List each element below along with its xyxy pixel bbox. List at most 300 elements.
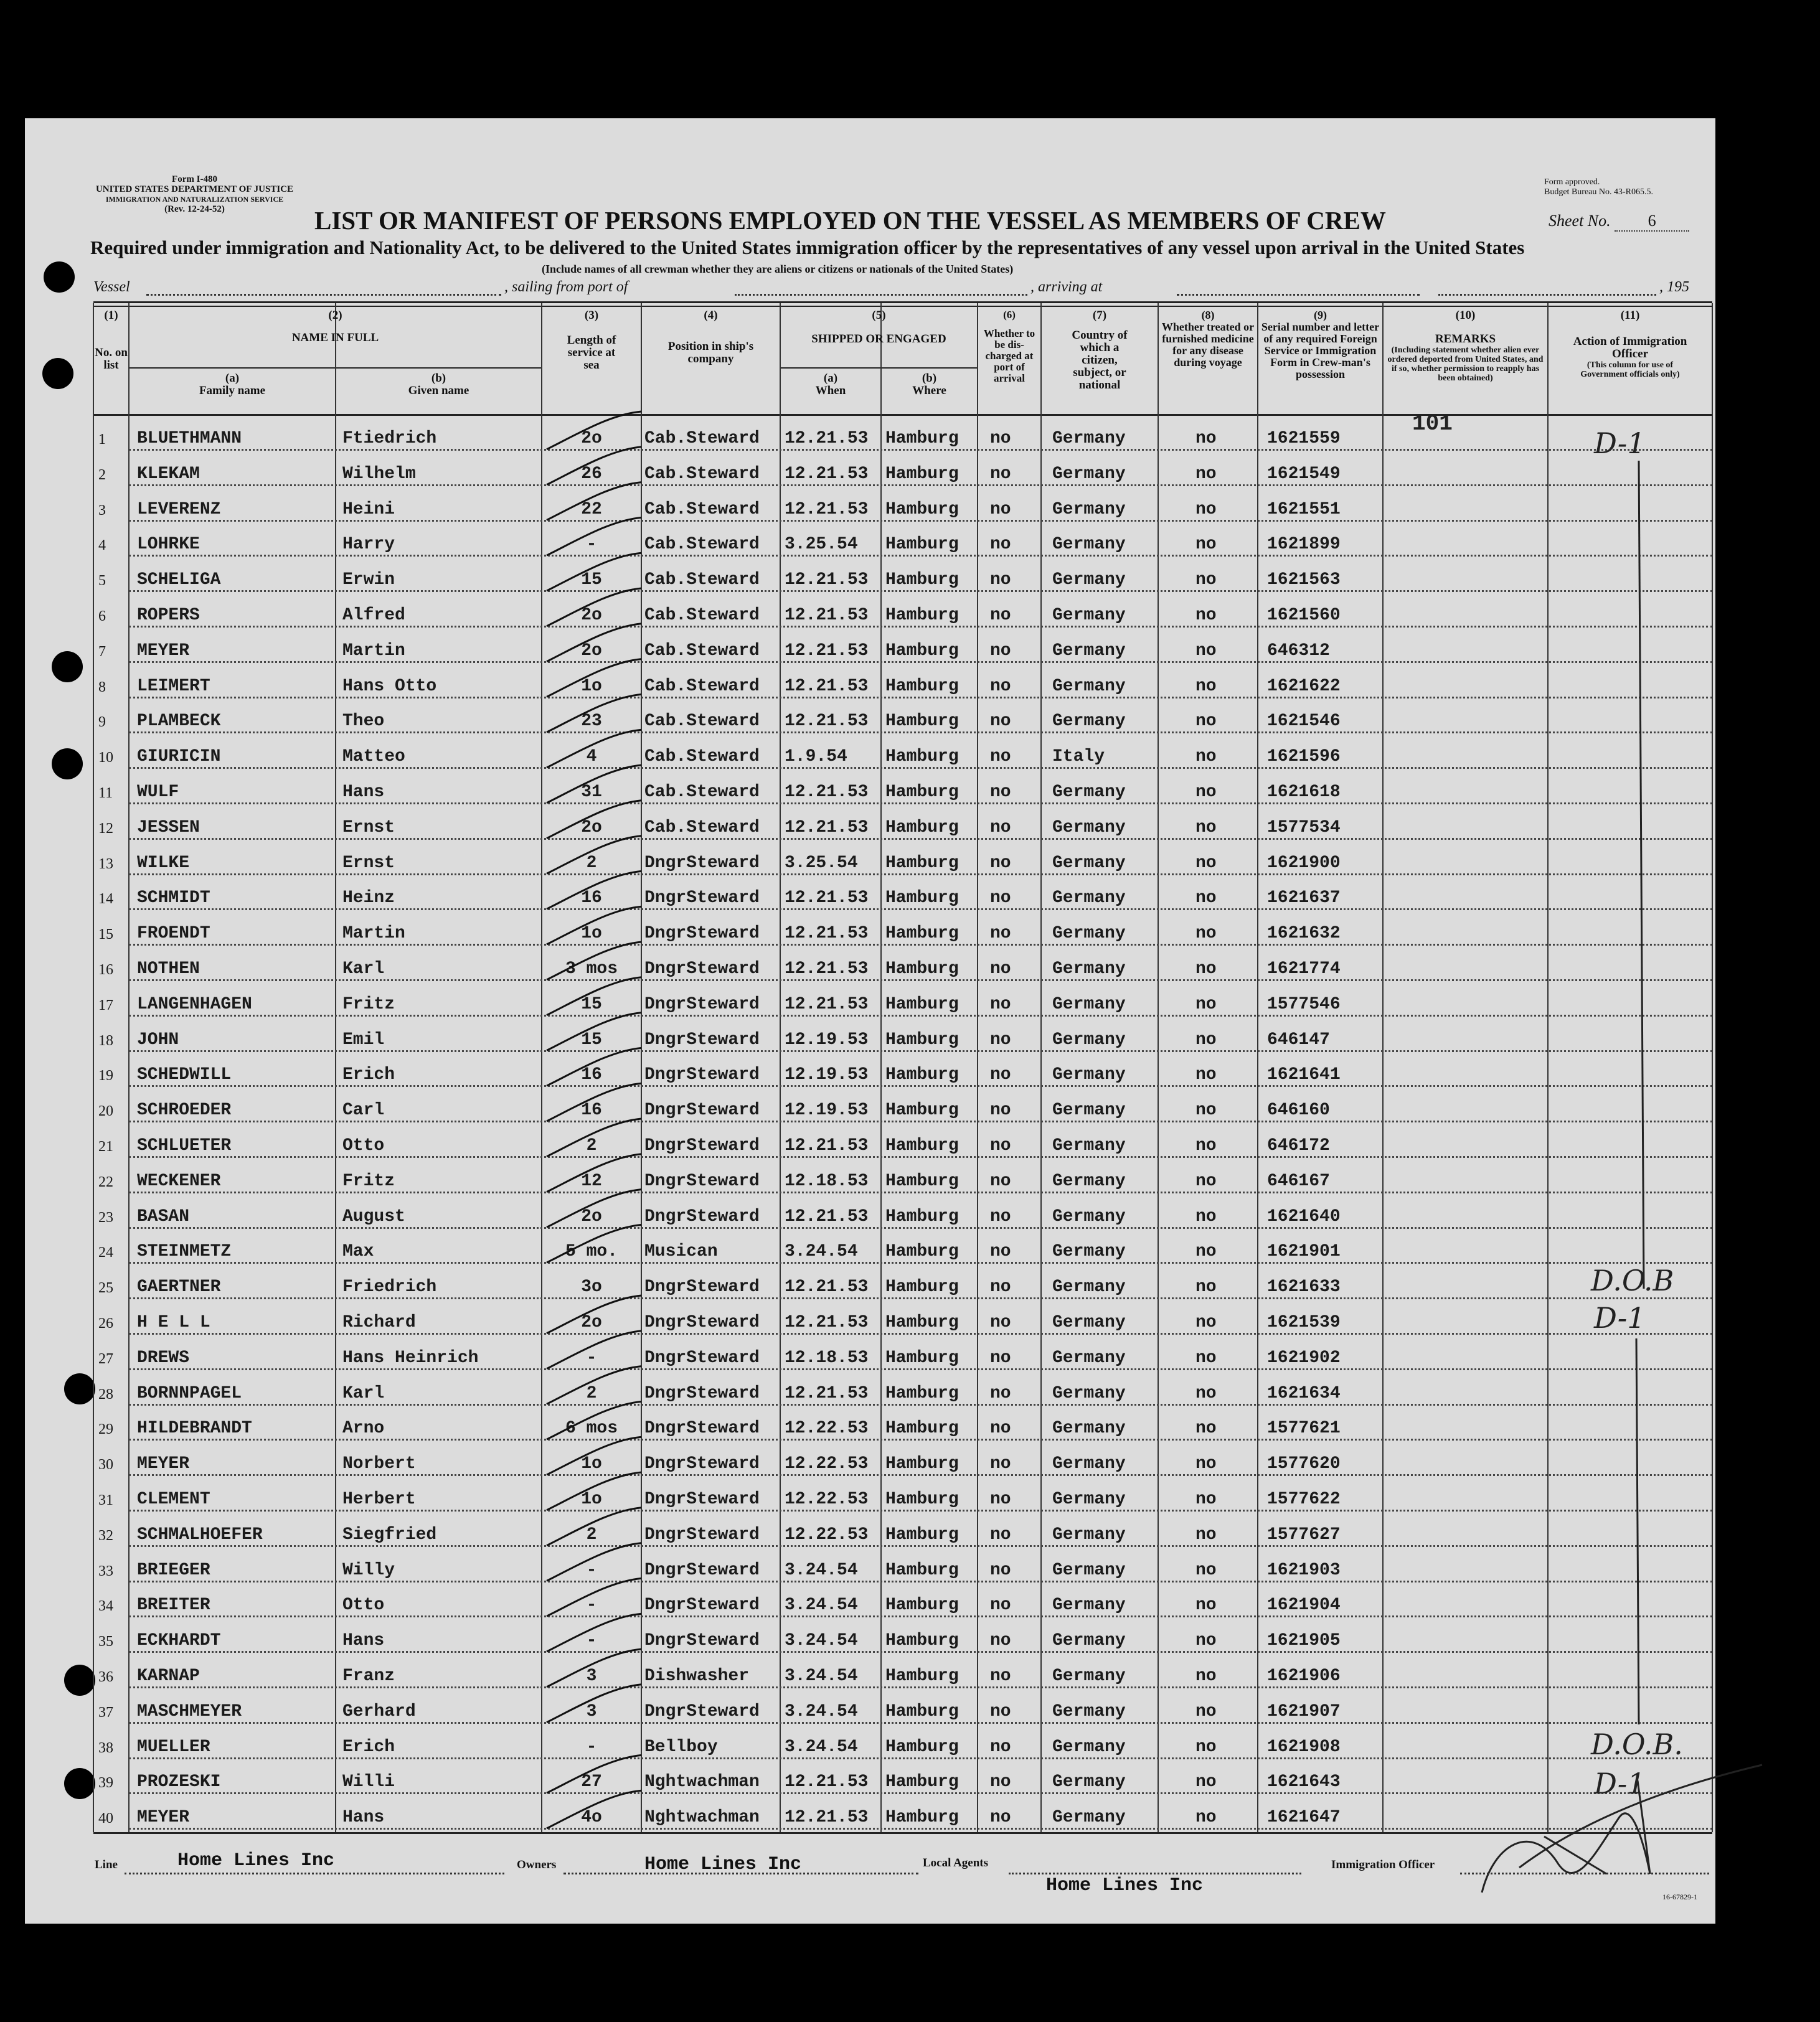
year-label: , 195 [1659,279,1689,295]
discharged: no [990,1490,1011,1509]
col-label: NAME IN FULL [291,331,379,344]
form-number: Form I-480 [172,174,217,184]
family-name: MEYER [137,1454,190,1474]
shipped-when: 3.25.54 [785,853,858,873]
row-dotted-line [129,1015,1712,1017]
given-name: Erwin [342,570,395,590]
row-dotted-line [129,449,1712,451]
col-number: (9) [1314,309,1327,321]
serial-number: 1621899 [1267,535,1341,555]
sheet-number: 6 [1615,212,1689,232]
given-name: Emil [342,1030,385,1050]
family-name: SCHROEDER [137,1101,232,1121]
nationality: Germany [1052,1030,1126,1050]
medicine: no [1195,1065,1217,1085]
punch-hole [64,1768,95,1799]
line-field[interactable] [125,1873,504,1874]
form-id-block [87,174,302,214]
serial-number: 1621906 [1267,1667,1341,1686]
serial-number: 1621618 [1267,783,1341,802]
nationality: Germany [1052,1383,1126,1403]
sailing-label: , sailing from port of [504,279,628,295]
col-1-header [93,309,129,372]
row-dotted-line [129,1651,1712,1653]
arrival-date-field[interactable] [1438,294,1656,296]
row-number: 37 [98,1704,113,1721]
row-number: 12 [98,820,113,837]
col-label: Whether treated or furnished medicine for any disease during voyage [1161,321,1255,369]
nationality: Germany [1052,1171,1126,1191]
col-2a-header [129,372,336,397]
budget-text: Budget Bureau No. 43-R065.5. [1544,187,1653,197]
line-value: Home Lines Inc [177,1850,335,1871]
discharged: no [990,676,1011,696]
family-name: KLEKAM [137,464,200,484]
page-title: LIST OR MANIFEST OF PERSONS EMPLOYED ON THE VESSEL AS MEMBERS OF CREW [314,206,1386,235]
col-label: No. on list [95,346,128,372]
row-dotted-line [129,1404,1712,1406]
service-length: 3 [586,1667,597,1686]
col-number: (7) [1092,309,1107,322]
position: DngrSteward [644,1065,760,1085]
shipped-where: Hamburg [885,1383,959,1403]
nationality: Germany [1052,924,1126,944]
discharged: no [990,429,1011,448]
nationality: Germany [1052,1348,1126,1368]
row-number: 20 [98,1103,113,1120]
nationality: Germany [1052,1525,1126,1545]
shipped-where: Hamburg [885,1065,959,1085]
row-dotted-line [129,590,1712,592]
col-label: SHIPPED OR ENGAGED [811,332,946,346]
row-number: 28 [98,1386,113,1403]
row-number: 3 [98,502,106,519]
row-number: 21 [98,1139,113,1155]
table-row [93,1760,1712,1795]
shipped-when: 12.21.53 [785,570,869,590]
col-2b-header [336,372,542,397]
serial-number: 1621622 [1267,676,1341,696]
row-number: 2 [98,466,106,483]
nationality: Germany [1052,499,1126,519]
position: DngrSteward [644,1454,760,1474]
col-9-header [1259,309,1382,380]
serial-number: 1577534 [1267,817,1341,837]
position: Cab.Steward [644,535,760,555]
discharged: no [990,606,1011,625]
discharged: no [990,1277,1011,1297]
family-name: JESSEN [137,817,200,837]
shipped-where: Hamburg [885,747,959,767]
table-row [93,1195,1712,1230]
given-name: Ftiedrich [342,429,437,448]
table-row [93,770,1712,806]
row-dotted-line [129,1297,1712,1299]
punch-hole [52,748,83,779]
position: Cab.Steward [644,464,760,484]
position: DngrSteward [644,1277,760,1297]
punch-hole [64,1665,95,1696]
shipped-when: 12.18.53 [785,1348,869,1368]
table-row [93,1583,1712,1619]
table-row [93,982,1712,1018]
shipped-where: Hamburg [885,1101,959,1121]
medicine: no [1195,464,1217,484]
given-name: Ernst [342,853,395,873]
discharged: no [990,1454,1011,1474]
position: Bellboy [644,1737,718,1757]
serial-number: 1621559 [1267,429,1341,448]
shipped-where: Hamburg [885,783,959,802]
row-dotted-line [129,1333,1712,1335]
table-row [93,487,1712,523]
family-name: SCHEDWILL [137,1065,232,1085]
given-name: Norbert [342,1454,416,1474]
medicine: no [1195,1596,1217,1615]
serial-number: 646147 [1267,1030,1330,1050]
agents-field[interactable] [1009,1873,1301,1874]
shipped-where: Hamburg [885,1490,959,1509]
row-dotted-line [129,555,1712,557]
family-name: GIURICIN [137,747,221,767]
family-name: SCHMALHOEFER [137,1525,263,1545]
shipped-when: 12.21.53 [785,641,869,661]
serial-number: 1577621 [1267,1419,1341,1439]
family-name: WILKE [137,853,190,873]
service-length: 2o [581,606,602,625]
shipped-where: Hamburg [885,1348,959,1368]
table-row [93,1619,1712,1654]
table-top-rule [93,301,1712,303]
shipped-when: 12.22.53 [785,1419,869,1439]
discharged: no [990,1772,1011,1792]
row-number: 40 [98,1810,113,1827]
position: Cab.Steward [644,747,760,767]
given-name: Fritz [342,1171,395,1191]
table-row [93,1690,1712,1725]
position: Dishwasher [644,1667,750,1686]
service-length: 15 [581,1030,602,1050]
serial-number: 1621643 [1267,1772,1341,1792]
shipped-when: 12.22.53 [785,1490,869,1509]
row-dotted-line [129,908,1712,910]
shipped-where: Hamburg [885,1454,959,1474]
row-number: 14 [98,891,113,908]
nationality: Germany [1052,1101,1126,1121]
shipped-when: 12.22.53 [785,1454,869,1474]
position: DngrSteward [644,1101,760,1121]
serial-number: 1621640 [1267,1206,1341,1226]
service-length: 16 [581,1065,602,1085]
table-row [93,1513,1712,1548]
shipped-where: Hamburg [885,1136,959,1155]
service-length: 16 [581,888,602,908]
position: Cab.Steward [644,712,760,731]
medicine: no [1195,959,1217,979]
discharged: no [990,1136,1011,1155]
row-number: 7 [98,643,106,660]
family-name: NOTHEN [137,959,200,979]
service-length: 2o [581,641,602,661]
shipped-when: 12.19.53 [785,1030,869,1050]
serial-number: 1621647 [1267,1808,1341,1828]
family-name: GAERTNER [137,1277,221,1297]
family-name: ECKHARDT [137,1631,221,1651]
row-dotted-line [129,767,1712,769]
shipped-when: 3.24.54 [785,1701,858,1721]
shipped-where: Hamburg [885,1525,959,1545]
given-name: Ernst [342,817,395,837]
col-11-header [1550,309,1710,379]
position: Nghtwachman [644,1808,760,1828]
given-name: Heinz [342,888,395,908]
nationality: Germany [1052,888,1126,908]
row-number: 15 [98,926,113,943]
row-dotted-line [129,520,1712,522]
table-row [93,735,1712,770]
discharged: no [990,1206,1011,1226]
service-length: 4o [581,1808,602,1828]
discharged: no [990,1065,1011,1085]
requirement-text: Required under immigration and Nationality Act, to be delivered to the United States immigration officer by the representatives of any vessel upon arrival in the United States [90,237,1525,258]
shipped-when: 3.24.54 [785,1242,858,1262]
family-name: H E L L [137,1313,210,1332]
shipped-where: Hamburg [885,464,959,484]
col-label: Family name [199,384,266,397]
given-name: Hans Otto [342,676,437,696]
service-length: 4 [586,747,597,767]
position: DngrSteward [644,1701,760,1721]
discharged: no [990,1348,1011,1368]
nationality: Germany [1052,1277,1126,1297]
service-length: 2o [581,1313,602,1332]
serial-number: 1621634 [1267,1383,1341,1403]
nationality: Germany [1052,853,1126,873]
given-name: Martin [342,641,405,661]
discharged: no [990,1101,1011,1121]
discharged: no [990,1596,1011,1615]
row-number: 18 [98,1032,113,1049]
position: DngrSteward [644,924,760,944]
discharged: no [990,1631,1011,1651]
row-dotted-line [129,979,1712,981]
service-length: - [586,1596,597,1615]
given-name: Theo [342,712,385,731]
col-number: (6) [1003,309,1016,321]
serial-number: 1577622 [1267,1490,1341,1509]
service-length: - [586,1348,597,1368]
serial-number: 1621596 [1267,747,1341,767]
shipped-where: Hamburg [885,1631,959,1651]
service-length: 2o [581,1206,602,1226]
table-row [93,629,1712,664]
table-row [93,1725,1712,1761]
print-code: 16-67829-1 [1662,1893,1697,1901]
position: DngrSteward [644,1490,760,1509]
table-row [93,1406,1712,1442]
table-row [93,1371,1712,1407]
position: Cab.Steward [644,499,760,519]
remarks-row-1: 101 [1412,411,1453,436]
row-dotted-line [129,1792,1712,1794]
table-row [93,452,1712,487]
header-bottom-rule [93,414,1712,416]
position: Musican [644,1242,718,1262]
medicine: no [1195,1030,1217,1050]
given-name: Karl [342,1383,385,1403]
officer-action-row-38: D.O.B. [1591,1728,1683,1761]
position: DngrSteward [644,1419,760,1439]
shipped-where: Hamburg [885,1313,959,1332]
given-name: Friedrich [342,1277,437,1297]
position: Cab.Steward [644,676,760,696]
discharged: no [990,1171,1011,1191]
service-length: 15 [581,994,602,1014]
agents-value: Home Lines Inc [1046,1875,1204,1896]
family-name: MASCHMEYER [137,1701,242,1721]
officer-field[interactable] [1460,1873,1709,1874]
row-dotted-line [129,1581,1712,1582]
row-dotted-line [129,484,1712,486]
given-name: Otto [342,1136,385,1155]
position: Cab.Steward [644,570,760,590]
table-row [93,1442,1712,1477]
given-name: Willi [342,1772,395,1792]
shipped-when: 12.21.53 [785,959,869,979]
col-number: (3) [584,309,599,322]
service-length: - [586,1737,597,1757]
given-name: Wilhelm [342,464,416,484]
shipped-where: Hamburg [885,853,959,873]
nationality: Germany [1052,1701,1126,1721]
row-number: 6 [98,608,106,624]
sailing-port-field[interactable] [735,294,1027,296]
nationality: Germany [1052,1313,1126,1332]
family-name: WULF [137,783,179,802]
row-dotted-line [129,626,1712,628]
service-length: 3 mos [565,959,618,979]
revision: (Rev. 12-24-52) [164,204,225,214]
serial-number: 1577627 [1267,1525,1341,1545]
given-name: Erich [342,1737,395,1757]
arriving-port-field[interactable] [1177,294,1420,296]
table-row [93,1265,1712,1300]
medicine: no [1195,1667,1217,1686]
family-name: STEINMETZ [137,1242,232,1262]
serial-number: 1577620 [1267,1454,1341,1474]
table-row [93,416,1712,452]
shipped-when: 3.24.54 [785,1667,858,1686]
medicine: no [1195,1737,1217,1757]
nationality: Germany [1052,1596,1126,1615]
shipped-when: 1.9.54 [785,747,847,767]
shipped-when: 12.21.53 [785,1206,869,1226]
discharged: no [990,853,1011,873]
row-dotted-line [129,1722,1712,1724]
medicine: no [1195,1277,1217,1297]
discharged: no [990,817,1011,837]
shipped-when: 12.21.53 [785,1313,869,1332]
position: DngrSteward [644,1030,760,1050]
row-dotted-line [129,1156,1712,1158]
serial-number: 1621903 [1267,1560,1341,1580]
position: Cab.Steward [644,641,760,661]
given-name: Alfred [342,606,405,625]
shipped-where: Hamburg [885,1030,959,1050]
line-label: Line [95,1858,118,1871]
medicine: no [1195,1206,1217,1226]
row-dotted-line [129,661,1712,663]
row-number: 26 [98,1315,113,1332]
row-dotted-line [129,1050,1712,1052]
medicine: no [1195,1525,1217,1545]
shipped-when: 12.21.53 [785,783,869,802]
given-name: Hans [342,1808,385,1828]
nationality: Germany [1052,1772,1126,1792]
row-number: 29 [98,1421,113,1438]
medicine: no [1195,1490,1217,1509]
col-label: Length of service at sea [567,334,616,372]
discharged: no [990,570,1011,590]
nationality: Germany [1052,570,1126,590]
service-length: 2 [586,853,597,873]
family-name: HILDEBRANDT [137,1419,252,1439]
shipped-where: Hamburg [885,712,959,731]
position: Cab.Steward [644,606,760,625]
serial-number: 1621546 [1267,712,1341,731]
shipped-where: Hamburg [885,1808,959,1828]
row-dotted-line [129,1545,1712,1547]
medicine: no [1195,1808,1217,1828]
position: Nghtwachman [644,1772,760,1792]
shipped-where: Hamburg [885,1772,959,1792]
shipped-where: Hamburg [885,641,959,661]
vessel-field[interactable] [146,294,501,296]
row-number: 34 [98,1598,113,1615]
row-number: 5 [98,573,106,590]
medicine: no [1195,712,1217,731]
row-dotted-line [129,1121,1712,1122]
nationality: Germany [1052,429,1126,448]
medicine: no [1195,1383,1217,1403]
family-name: SCHLUETER [137,1136,232,1155]
family-name: BLUETHMANN [137,429,242,448]
medicine: no [1195,570,1217,590]
family-name: LEVERENZ [137,499,221,519]
family-name: KARNAP [137,1667,200,1686]
given-name: Fritz [342,994,395,1014]
table-row [93,876,1712,911]
nationality: Germany [1052,676,1126,696]
nationality: Germany [1052,1065,1126,1085]
medicine: no [1195,1701,1217,1721]
table-row [93,1053,1712,1088]
row-dotted-line [129,838,1712,840]
medicine: no [1195,1242,1217,1262]
family-name: SCHELIGA [137,570,221,590]
serial-number: 1621551 [1267,499,1341,519]
medicine: no [1195,1454,1217,1474]
nationality: Germany [1052,606,1126,625]
row-number: 27 [98,1350,113,1367]
table-row [93,911,1712,947]
service-length: 6 mos [565,1419,618,1439]
row-number: 8 [98,679,106,695]
shipped-where: Hamburg [885,499,959,519]
nationality: Germany [1052,1667,1126,1686]
row-dotted-line [129,1085,1712,1087]
serial-number: 646160 [1267,1101,1330,1121]
